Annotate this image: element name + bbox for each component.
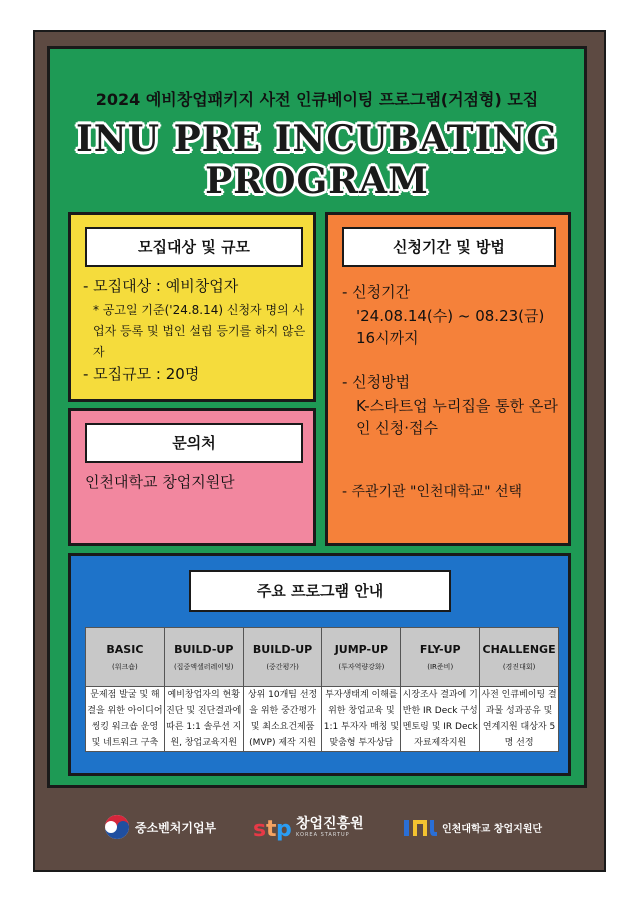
program-cell-jumpup	[322, 628, 401, 687]
recruit-target: - 모집대상 : 예비창업자	[83, 277, 239, 295]
program-cell-basic	[86, 628, 165, 687]
svg-text:s: s	[253, 817, 267, 841]
program-subtitle: (IR준비)	[427, 662, 454, 671]
program-name: BASIC	[106, 642, 144, 656]
programs-table	[85, 627, 559, 752]
apply-host: - 주관기관 "인천대학교" 선택	[342, 484, 523, 500]
program-subtitle: (집중액셀러레이팅)	[173, 662, 234, 671]
program-cell-buildup-2	[243, 628, 322, 687]
taegeuk-icon	[104, 814, 130, 840]
recruit-heading: 모집대상 및 규모	[85, 227, 303, 267]
program-subtitle: (투자역량강화)	[338, 662, 385, 671]
program-subtitle: (중간평가)	[266, 662, 299, 671]
poster-title-line1: INU PRE INCUBATING	[75, 118, 559, 160]
apply-period-value: '24.08.14(수) ~ 08.23(금) 16시까지	[356, 307, 545, 347]
kised-logo	[252, 812, 364, 842]
program-name: CHALLENGE	[482, 642, 556, 656]
contact-heading: 문의처	[85, 423, 303, 463]
program-cell-buildup-1	[164, 628, 243, 687]
program-name: JUMP-UP	[334, 642, 389, 656]
program-desc: 투자생태계 이해를 위한 창업교육 및 1:1 투자자 매칭 및 맞춤형 투자상담	[322, 687, 401, 752]
program-desc: 상위 10개팀 선정을 위한 중간평가 및 최소요건제품(MVP) 제작 지원	[243, 687, 322, 752]
mss-logo	[104, 812, 216, 842]
contact-org: 인천대학교 창업지원단	[85, 473, 235, 491]
program-name: BUILD-UP	[252, 642, 313, 656]
kised-name: 창업진흥원	[296, 815, 364, 832]
recruit-scale: - 모집규모 : 20명	[83, 365, 200, 383]
recruit-note: * 공고일 기준('24.8.14) 신청자 명의 사업자 등록 및 법인 설립 등기를 하지 않은 자	[93, 303, 306, 359]
program-cell-flyup	[401, 628, 480, 687]
program-desc: 시장조사 결과에 기반한 IR Deck 구성 멘토링 및 IR Deck 자료제작지원	[401, 687, 480, 752]
contact-section	[68, 408, 316, 546]
poster-subtitle: 2024 예비창업패키지 사전 인큐베이팅 프로그램(거점형) 모집	[95, 90, 539, 109]
inu-name: 인천대학교 창업지원단	[442, 823, 543, 835]
programs-heading: 주요 프로그램 안내	[189, 570, 451, 612]
program-subtitle: (워크숍)	[112, 662, 138, 671]
apply-section	[325, 212, 571, 546]
apply-period-label: - 신청기간	[342, 283, 411, 301]
apply-heading: 신청기간 및 방법	[342, 227, 556, 267]
programs-section	[68, 553, 571, 776]
programs-desc-row	[86, 687, 559, 752]
program-desc: 사전 인큐베이팅 결과물 성과공유 및 연계지원 대상자 5명 선정	[480, 687, 559, 752]
mss-name: 중소벤처기업부	[135, 820, 217, 835]
programs-header-row	[86, 628, 559, 687]
program-name: FLY-UP	[419, 642, 461, 656]
kised-subname: KOREA STARTUP	[296, 831, 350, 838]
program-cell-challenge	[480, 628, 559, 687]
program-desc: 문제점 발굴 및 해결을 위한 아이디어 씽킹 워크숍 운영 및 네트워크 구축	[86, 687, 165, 752]
kised-symbol-icon	[252, 813, 292, 841]
apply-method-label: - 신청방법	[342, 373, 411, 391]
program-name: BUILD-UP	[174, 642, 234, 656]
program-subtitle: (경진대회)	[502, 662, 536, 671]
inu-symbol-icon	[402, 816, 438, 838]
svg-text:p: p	[276, 817, 292, 841]
program-desc: 예비창업자의 현황 진단 및 진단결과에 따른 1:1 솔루션 지원, 창업교육지원	[164, 687, 243, 752]
svg-text:t: t	[266, 817, 277, 841]
apply-method-value: K-스타트업 누리집을 통한 온라인 신청·접수	[356, 397, 558, 437]
poster-title-line2: PROGRAM	[205, 160, 429, 202]
recruit-section	[68, 212, 316, 402]
inu-logo	[402, 812, 542, 842]
